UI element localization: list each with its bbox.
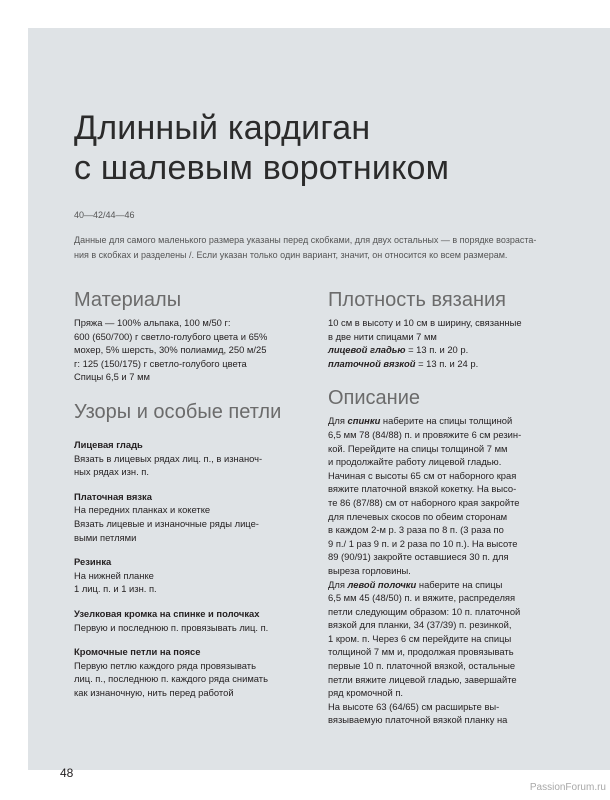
pattern-line: выми петлями [74, 531, 137, 543]
description-line: 9 п./ 1 раз 9 п. и 2 раза по 10 п.). На высоте [328, 537, 518, 549]
materials-line: Спицы 6,5 и 7 мм [74, 371, 150, 383]
pattern-line: как изнаночную, нить перед работой [74, 686, 234, 698]
pattern-belt-edge [74, 645, 309, 699]
description-line: На высоте 63 (64/65) см расширьте вы- [328, 700, 500, 712]
description-left-front [328, 578, 568, 728]
description-line: в каждом 2-м р. 3 раза по 8 п. (3 раза по [328, 524, 504, 536]
pattern-line: Первую петлю каждого ряда провязывать [74, 659, 256, 671]
description-line: петли следующим образом: 10 п. платочной [328, 605, 521, 617]
left-column [74, 288, 309, 699]
description-line: вяжите платочной вязкой кокетку. На высо- [328, 483, 517, 495]
materials-list [74, 316, 309, 384]
description-line: вязываемую платочной вязкой планку на [328, 714, 508, 726]
description-line: петли вяжите лицевой гладью, завершайте [328, 673, 517, 685]
pattern-rib [74, 555, 309, 596]
gauge-line: в две нити спицами 7 мм [328, 330, 437, 342]
gauge-stockinette [328, 343, 568, 357]
page-number: 48 [60, 766, 74, 780]
description-back [328, 414, 568, 577]
description-line [328, 578, 568, 592]
pattern-line: 1 лиц. п. и 1 изн. п. [74, 583, 157, 595]
description-line [328, 414, 568, 428]
description-line: и продолжайте работу лицевой гладью. [328, 456, 502, 468]
pattern-garter [74, 490, 309, 544]
materials-line: мохер, 5% шерсть, 30% полиамид, 250 м/25 [74, 344, 267, 356]
description-line: Начиная с высоты 65 см от наборного края [328, 469, 517, 481]
gauge-heading: Плотность вязания [328, 289, 506, 311]
materials-line: 600 (650/700) г светло-голубого цвета и 65% [74, 330, 268, 342]
title-line-2: с шалевым воротником [74, 149, 450, 187]
pattern-line: На нижней планке [74, 569, 154, 581]
description-prefix: Для [328, 578, 348, 590]
pattern-title: Кромочные петли на поясе [74, 646, 201, 658]
pattern-title: Резинка [74, 556, 112, 568]
materials-line: г: 125 (150/175) г светло-голубого цвета [74, 357, 247, 369]
pattern-line: Вязать лицевые и изнаночные ряды лице- [74, 517, 259, 529]
gauge-garter-label: платочной вязкой [328, 357, 416, 369]
description-line: те 86 (87/88) см от наборного края закройте [328, 496, 520, 508]
intro-line: ния в скобках и разделены /. Если указан только один вариант, значит, он относится ко всем размерам. [74, 250, 508, 260]
pattern-stockinette [74, 438, 309, 479]
description-prefix: Для [328, 415, 348, 427]
description-line: кой. Перейдите на спицы толщиной 7 мм [328, 442, 508, 454]
pattern-line: На передних планках и кокетке [74, 504, 211, 516]
page-title [74, 108, 449, 188]
right-column [328, 288, 568, 727]
description-line: 89 (90/91) закройте оставшиеся 30 п. для [328, 551, 509, 563]
description-bold: спинки [347, 415, 381, 427]
description-line: толщиной 7 мм и, продолжая провязывать [328, 646, 514, 658]
pattern-title: Лицевая гладь [74, 438, 143, 450]
gauge-stockinette-label: лицевой гладью [328, 344, 406, 356]
description-line: 6,5 мм 78 (84/88) п. и провяжите 6 см резин- [328, 428, 522, 440]
description-rest: наберите на спицы толщиной [380, 415, 513, 427]
gauge-garter [328, 357, 568, 371]
description-line: ряд кромочной п. [328, 687, 404, 699]
pattern-line: Вязать в лицевых рядах лиц. п., в изнаноч- [74, 452, 263, 464]
gauge-text [328, 316, 568, 370]
description-line: первые 10 п. платочной вязкой, остальные [328, 660, 516, 672]
pattern-line: лиц. п., последнюю п. каждого ряда снимать [74, 673, 268, 685]
materials-heading: Материалы [74, 289, 182, 311]
description-rest: наберите на спицы [416, 578, 503, 590]
page-panel [28, 28, 610, 780]
intro-line: Данные для самого маленького размера указаны перед скобками, для двух остальных — в порядке возраста- [74, 235, 537, 245]
description-line: выреза горловины. [328, 564, 411, 576]
pattern-line: Первую и последнюю п. провязывать лиц. п. [74, 621, 269, 633]
description-line: для плечевых скосов по обеим сторонам [328, 510, 508, 522]
description-line: вязкой для планки, 34 (37/39) п. резинкой, [328, 619, 512, 631]
pattern-line: ных рядах изн. п. [74, 466, 149, 478]
description-line: 1 кром. п. Через 6 см перейдите на спицы [328, 632, 512, 644]
description-heading: Описание [328, 387, 421, 410]
watermark: PassionForum.ru [529, 782, 606, 793]
pattern-knot-edge [74, 607, 309, 634]
intro-text [74, 233, 564, 263]
description-bold: левой полочки [347, 578, 417, 590]
materials-line: Пряжа — 100% альпака, 100 м/50 г: [74, 317, 231, 328]
patterns-heading: Узоры и особые петли [74, 400, 282, 423]
gauge-stockinette-value: = 13 п. и 20 р. [405, 344, 469, 356]
sizes-line: 40—42/44—46 [74, 210, 135, 220]
pattern-title: Узелковая кромка на спинке и полочках [74, 607, 260, 619]
description-line: 6,5 мм 45 (48/50) п. и вяжите, распределяя [328, 592, 516, 604]
title-line-1: Длинный кардиган [74, 109, 371, 147]
gauge-garter-value: = 13 п. и 24 р. [415, 357, 479, 369]
pattern-title: Платочная вязка [74, 490, 152, 502]
gauge-line: 10 см в высоту и 10 см в ширину, связанные [328, 317, 522, 328]
